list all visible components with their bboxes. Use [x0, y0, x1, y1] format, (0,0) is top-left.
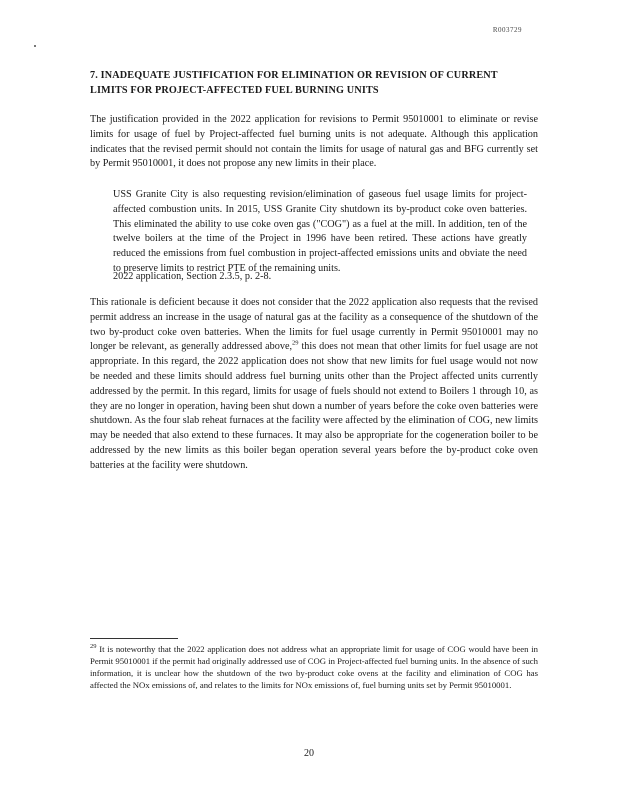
block-quote: USS Granite City is also requesting revision/elimination of gaseous fuel usage limits for project-affected combustion units. In 2015, USS Granite City shutdown its by-product coke oven batteries. This eliminated the ability to use coke oven gas ("COG") as a fuel at the mill. In addition, ten of the twelve boilers at the time of the Project in 1996 have been retired. These actions have greatly reduced the emissions from fuel combustion in project-affected emissions units and obviate the need to preserve limits to restrict PTE of the remaining units.: [113, 189, 527, 274]
paragraph-2-part-1: This rationale is deficient because it does not consider that the 2022 application also requests that the revised permit address an increase in the usage of natural gas at the facility as a consequence of the shutdown of the two by-product coke oven batteries. When the limits for fuel usage currently in Permit 95010001 may no longer be relevant, as generally addressed above,: [90, 297, 538, 353]
paragraph-2-part-2: this does not mean that other limits for fuel usage are not appropriate. In this regard, the 2022 application does not show that new limits for fuel usage would not now be needed and these limits should address fuel burning units other than the Project affected units currently addressed by the permit. In this regard, limits for usage of fuels should not extend to Boilers 1 through 10, as they are no longer in operation, having been shut down a number of years before the coke oven batteries were shutdown. As the four slab reheat furnaces at the facility were affected by the elimination of COG, new limits may be needed that also extend to these furnaces. It may also be appropriate for the cogeneration boiler to be addressed by the new limits as this boiler began operation several years before the by-product coke oven batteries at the facility were shutdown.: [90, 341, 538, 471]
page-number: 20: [304, 748, 314, 759]
paragraph-1: The justification provided in the 2022 application for revisions to Permit 95010001 to eliminate or revise limits for usage of fuel by Project-affected fuel burning units is not adequate. Although this application indicates that the revised permit should not contain the limits for usage of natural gas and BFG currently set by Permit 95010001, it does not propose any new limits in their place.: [90, 114, 538, 170]
scan-speck: [34, 45, 36, 47]
footnote-text: It is noteworthy that the 2022 application does not address what an appropriate limit for usage of COG would have been in Permit 95010001 if the permit had originally addressed use of COG in Project-affected fuel burning units. In the absence of such information, it is unclear how the shutdown of the two by-product coke ovens at the facility and elimination of COG has affected the NOx emissions of, and relates to the limits for NOx emissions of, fuel burning units set by Permit 95010001.: [90, 644, 538, 690]
quote-citation: 2022 application, Section 2.3.5, p. 2-8.: [113, 271, 272, 282]
paragraph-2: [90, 296, 538, 474]
footnote: [90, 643, 538, 691]
footnote-number: 29: [90, 643, 97, 651]
footnote-reference[interactable]: 29: [292, 340, 299, 347]
document-id: R003729: [492, 26, 522, 34]
footnote-separator: [90, 638, 178, 639]
section-heading: 7. INADEQUATE JUSTIFICATION FOR ELIMINATION OR REVISION OF CURRENT LIMITS FOR PROJECT-AFFECTED FUEL BURNING UNITS: [90, 70, 498, 96]
